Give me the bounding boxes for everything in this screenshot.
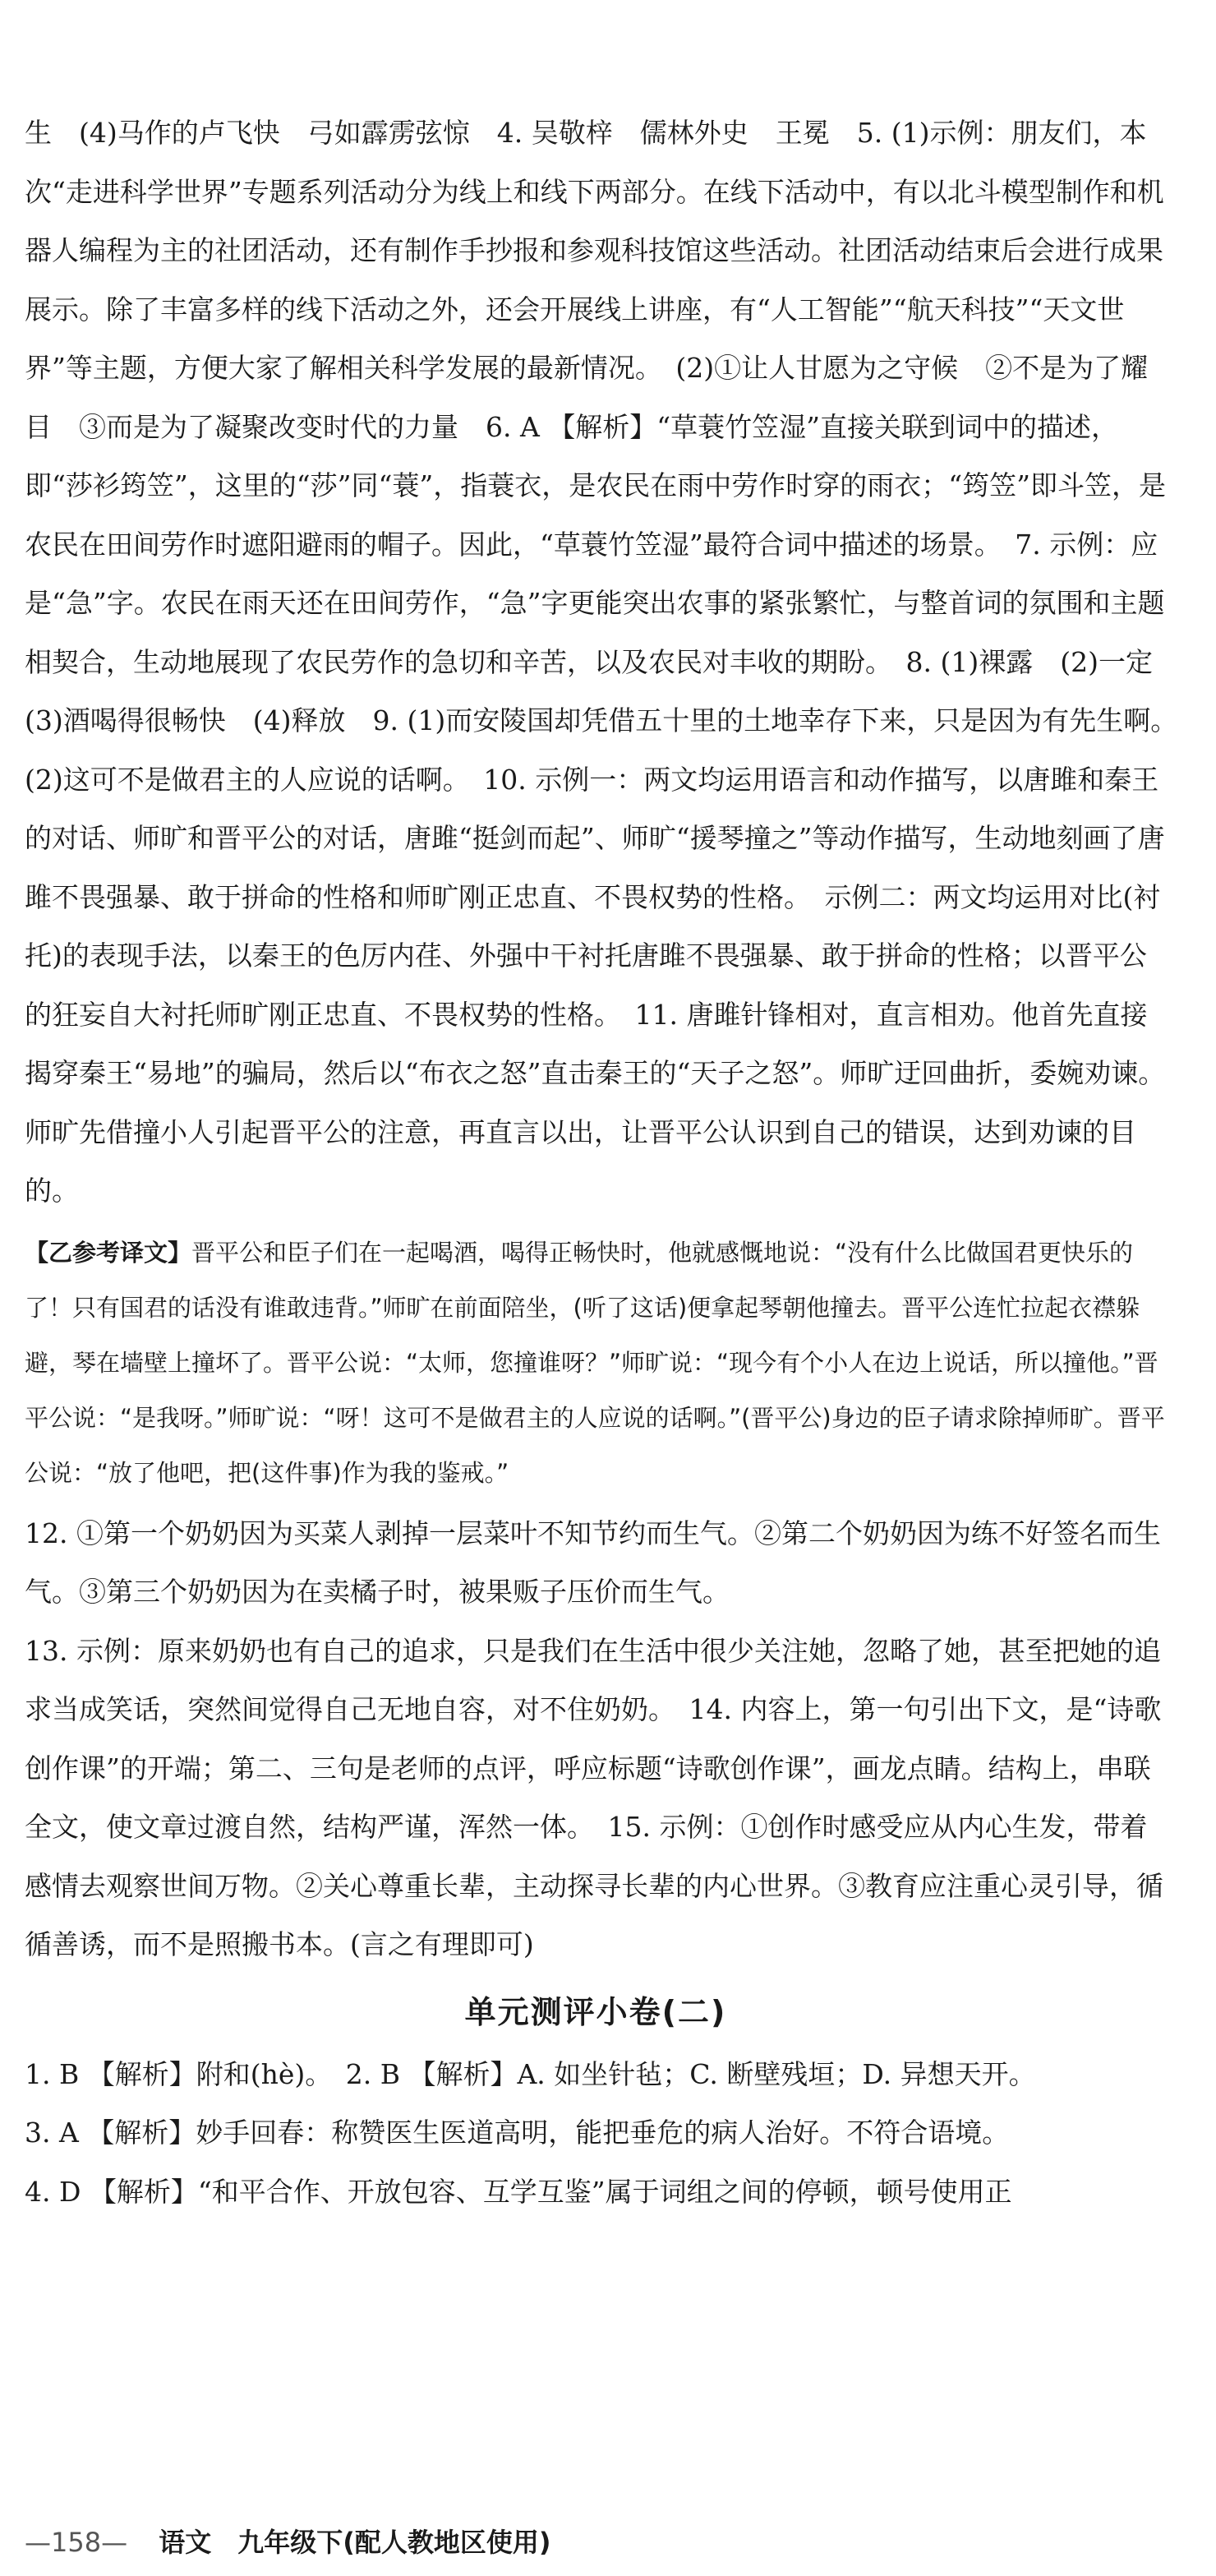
subject-label: 语文 九年级下(配人教地区使用)	[159, 2527, 551, 2558]
answer-line-1-2: 1. B 【解析】附和(hè)。 2. B 【解析】A. 如坐针毡；C. 断壁残垣；D. 异想天开。	[25, 2057, 1036, 2090]
answer-block-12: 12. ①第一个奶奶因为买菜人剥掉一层菜叶不知节约而生气。②第二个奶奶因为练不好签名而生气。③第三个奶奶因为在卖橘子时，被果贩子压价而生气。	[25, 1517, 1161, 1608]
answer-line-4: 4. D 【解析】“和平合作、开放包容、互学互鉴”属于词组之间的停顿，顿号使用正	[25, 2175, 1012, 2208]
translation-text: 晋平公和臣子们在一起喝酒，喝得正畅快时，他就感慨地说：“没有什么比做国君更快乐的了！只有国君的话没有谁敢违背。”师旷在前面陪坐，(听了这话)便拿起琴朝他撞去。晋平公连忙拉起衣襟躲避，琴在墙壁上撞坏了。晋平公说：“太师，您撞谁呀？”师旷说：“现今有个小人在边上说话，所以撞他。”晋平公说：“是我呀。”师旷说：“呀！这可不是做君主的人应说的话啊。”(晋平公)身边的臣子请求除掉师旷。晋平公说：“放了他吧，把(这件事)作为我的鉴戒。”	[25, 1238, 1165, 1487]
answer-block-1: 生 (4)马作的卢飞快 弓如霹雳弦惊 4. 吴敬梓 儒林外史 王冕 5. (1)示例：朋友们，本次“走进科学世界”专题系列活动分为线上和线下两部分。在线下活动中，有以北斗模型制作和机器人编程为主的社团活动，还有制作手抄报和参观科技馆这些活动。社团活动结束后会进行成果展示。除了丰富多样的线下活动之外，还会开展线上讲座，有“人工智能”“航天科技”“天文世界”等主题，方便大家了解相关科学发展的最新情况。 (2)①让人甘愿为之守候 ②不是为了耀目 ③而是为了凝聚改变时代的力量 6. A 【解析】“草蓑竹笠湿”直接关联到词中的描述，即“莎衫筠笠”，这里的“莎”同“蓑”，指蓑衣，是农民在雨中劳作时穿的雨衣；“筠笠”即斗笠，是农民在田间劳作时遮阳避雨的帽子。因此，“草蓑竹笠湿”最符合词中描述的场景。 7. 示例：应是“急”字。农民在雨天还在田间劳作，“急”字更能突出农事的紧张繁忙，与整首词的氛围和主题相契合，生动地展现了农民劳作的急切和辛苦，以及农民对丰收的期盼。 8. (1)裸露 (2)一定 (3)酒喝得很畅快 (4)释放 9. (1)而安陵国却凭借五十里的土地幸存下来，只是因为有先生啊。 (2)这可不是做君主的人应说的话啊。 10. 示例一：两文均运用语言和动作描写，以唐雎和秦王的对话、师旷和晋平公的对话，唐雎“挺剑而起”、师旷“援琴撞之”等动作描写，生动地刻画了唐雎不畏强暴、敢于拼命的性格和师旷刚正忠直、不畏权势的性格。 示例二：两文均运用对比(衬托)的表现手法，以秦王的色厉内荏、外强中干衬托唐雎不畏强暴、敢于拼命的性格；以晋平公的狂妄自大衬托师旷刚正忠直、不畏权势的性格。 11. 唐雎针锋相对，直言相劝。他首先直接揭穿秦王“易地”的骗局，然后以“布衣之怒”直击秦王的“天子之怒”。师旷迂回曲折，委婉劝谏。师旷先借撞小人引起晋平公的注意，再直言以出，让晋平公认识到自己的错误，达到劝谏的目的。	[25, 117, 1191, 1207]
section-title: 单元测评小卷(二)	[464, 1993, 727, 2030]
answer-line-3: 3. A 【解析】妙手回春：称赞医生医道高明，能把垂危的病人治好。不符合语境。	[25, 2117, 1010, 2149]
reference-translation	[25, 1226, 1167, 1501]
page-footer	[25, 2522, 551, 2560]
page-number: —158—	[25, 2527, 128, 2558]
answer-block-13-15: 13. 示例：原来奶奶也有自己的追求，只是我们在生活中很少关注她，忽略了她，甚至把她的追求当成笑话，突然间觉得自己无地自容，对不住奶奶。 14. 内容上，第一句引出下文，是“诗歌创作课”的开端；第二、三句是老师的点评，呼应标题“诗歌创作课”，画龙点睛。结构上，串联全文，使文章过渡自然，结构严谨，浑然一体。 15. 示例：①创作时感受应从内心生发，带着感情去观察世间万物。②关心尊重长辈，主动探寻长辈的内心世界。③教育应注重心灵引导，循循善诱，而不是照搬书本。(言之有理即可)	[25, 1634, 1163, 1960]
translation-tag: 【乙参考译文】	[25, 1238, 192, 1267]
